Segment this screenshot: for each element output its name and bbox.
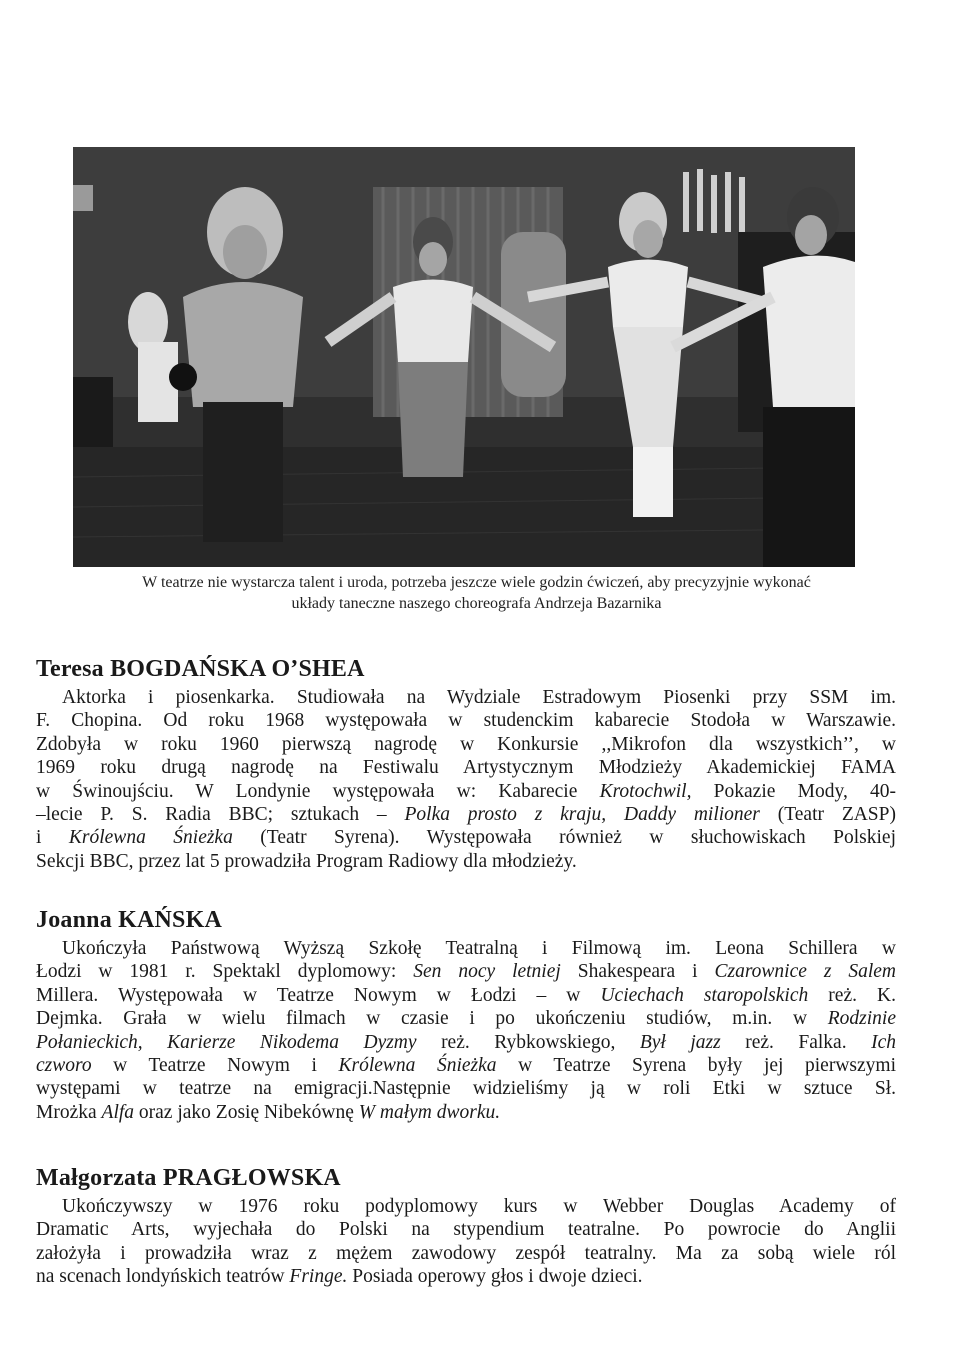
text-run: w Świnoujściu. W Londynie występowała w: Kabarecie [36, 780, 600, 802]
text-line [36, 686, 896, 709]
first-name: Małgorzata [36, 1165, 163, 1191]
text-line [36, 756, 896, 779]
photo-illustration [73, 147, 855, 567]
text-run: Mrożka [36, 1101, 102, 1123]
caption-line-2: układy taneczne naszego choreografa Andrzeja Bazarnika [291, 595, 662, 612]
italic-title: Królewna Śnieżka [338, 1055, 497, 1077]
text-run: Aktorka i piosenkarka. Studiowała na Wydziale Estradowym Piosenki przy SSM im. [62, 687, 896, 708]
text-run: Ukończyła Państwową Wyższą Szkołę Teatralną i Filmową im. Leona Schillera w [62, 938, 896, 959]
italic-title: Królewna Śnieżka [68, 827, 233, 849]
text-line [36, 960, 896, 983]
italic-title: Alfa [101, 1101, 135, 1123]
text-line [36, 1218, 896, 1241]
italic-title: Fringe. [289, 1266, 348, 1288]
caption-line-1: W teatrze nie wystarcza talent i uroda, potrzeba jeszcze wiele godzin ćwiczeń, aby precyzyjnie wykonać [142, 574, 811, 591]
italic-title: Czarownice z Salem [714, 961, 897, 983]
text-run: F. Chopina. Od roku 1968 występowała w studenckim kabarecie Stodoła w Warszawie. [36, 710, 896, 732]
italic-title: Był jazz [639, 1031, 721, 1053]
text-run: 1969 roku drugą nagrodę na Festiwalu Artystycznym Młodzieży Akademickiej FAMA [36, 757, 896, 779]
text-line [36, 984, 896, 1007]
text-run: Sekcji BBC, przez lat 5 prowadziła Program Radiowy dla młodzieży. [36, 850, 577, 872]
text-line [36, 709, 896, 732]
italic-title: Rodzinie [827, 1008, 896, 1030]
text-run: założyła i prowadziła wraz z mężem zawodowy zespół teatralny. Ma za sobą wiele ról [36, 1242, 896, 1264]
text-run: w Teatrze Nowym i [91, 1055, 339, 1077]
text-line [36, 1195, 896, 1218]
text-line [36, 780, 896, 803]
italic-title: W małym dworku. [358, 1101, 501, 1123]
text-run: Pokazie Mody, 40- [691, 780, 897, 802]
text-line [36, 733, 896, 756]
text-line [36, 1265, 896, 1288]
italic-title: Ich [871, 1031, 896, 1053]
italic-title: Połanieckich, Karierze Nikodema Dyzmy [36, 1031, 417, 1053]
text-run: Millera. Występowała w Teatrze Nowym w Łodzi – w [36, 984, 601, 1006]
text-line [36, 1031, 896, 1054]
italic-title: Polka prosto z kraju, Daddy milioner [404, 804, 760, 826]
biography-joanna-kanska [36, 906, 896, 1124]
text-run: Ukończywszy w 1976 roku podyplomowy kurs w Webber Douglas Academy of [62, 1196, 896, 1217]
text-run: reż. K. [808, 984, 897, 1006]
biography-text [36, 937, 896, 1124]
text-run: Łodzi w 1981 r. Spektakl dyplomowy: [36, 961, 414, 983]
text-run: reż. Falka. [720, 1031, 872, 1053]
first-name: Joanna [36, 907, 119, 933]
text-line [36, 1054, 896, 1077]
text-line [36, 826, 896, 849]
text-line [36, 1007, 896, 1030]
text-line [36, 1242, 896, 1265]
biography-heading [36, 906, 896, 934]
biography-text [36, 686, 896, 873]
photo-caption [40, 572, 913, 614]
biography-text [36, 1195, 896, 1289]
dance-rehearsal-photo [73, 147, 855, 567]
text-run: Dramatic Arts, wyjechała do Polski na stypendium teatralne. Po powrocie do Anglii [36, 1219, 896, 1241]
text-run: Dejmka. Grała w wielu filmach w czasie i po ukończeniu studiów, m.in. w [36, 1008, 828, 1030]
biography-malgorzata-praglowska [36, 1164, 896, 1289]
text-run: reż. Rybkowskiego, [416, 1031, 640, 1053]
text-run: (Teatr Syrena). Występowała również w słuchowiskach Polskiej [232, 827, 896, 849]
last-name: PRAGŁOWSKA [162, 1165, 341, 1191]
text-run: oraz jako Zosię Nibekównę [134, 1101, 359, 1123]
last-name: KAŃSKA [118, 907, 222, 933]
text-run: (Teatr ZASP) [759, 804, 896, 826]
text-run: Zdobyła w roku 1960 pierwszą nagrodę w Konkursie ,,Mikrofon dla wszystkich’’, w [36, 733, 896, 755]
text-run: Posiada operowy głos i dwoje dzieci. [347, 1266, 643, 1288]
text-run: występami w teatrze na emigracji.Następnie widzieliśmy ją w roli Etki w sztuce Sł. [36, 1078, 896, 1100]
text-line [36, 1101, 896, 1124]
italic-title: Uciechach staropolskich [600, 984, 809, 1006]
text-line [36, 937, 896, 960]
text-run: w Teatrze Syrena były jej pierwszymi [496, 1055, 896, 1077]
text-run: –lecie P. S. Radia BBC; sztukach – [36, 804, 405, 826]
text-line [36, 803, 896, 826]
last-name: BOGDAŃSKA O’SHEA [110, 656, 365, 682]
text-line [36, 850, 896, 873]
italic-title: czworo [36, 1055, 92, 1077]
biography-teresa-bogdanska [36, 655, 896, 873]
italic-title: Krotochwil, [599, 780, 692, 802]
text-run: i [36, 827, 69, 849]
text-run: na scenach londyńskich teatrów [36, 1266, 290, 1288]
text-run: Shakespeara i [560, 961, 715, 983]
biography-heading [36, 655, 896, 683]
first-name: Teresa [36, 656, 111, 682]
italic-title: Sen nocy letniej [413, 961, 561, 983]
biography-heading [36, 1164, 896, 1192]
text-line [36, 1077, 896, 1100]
